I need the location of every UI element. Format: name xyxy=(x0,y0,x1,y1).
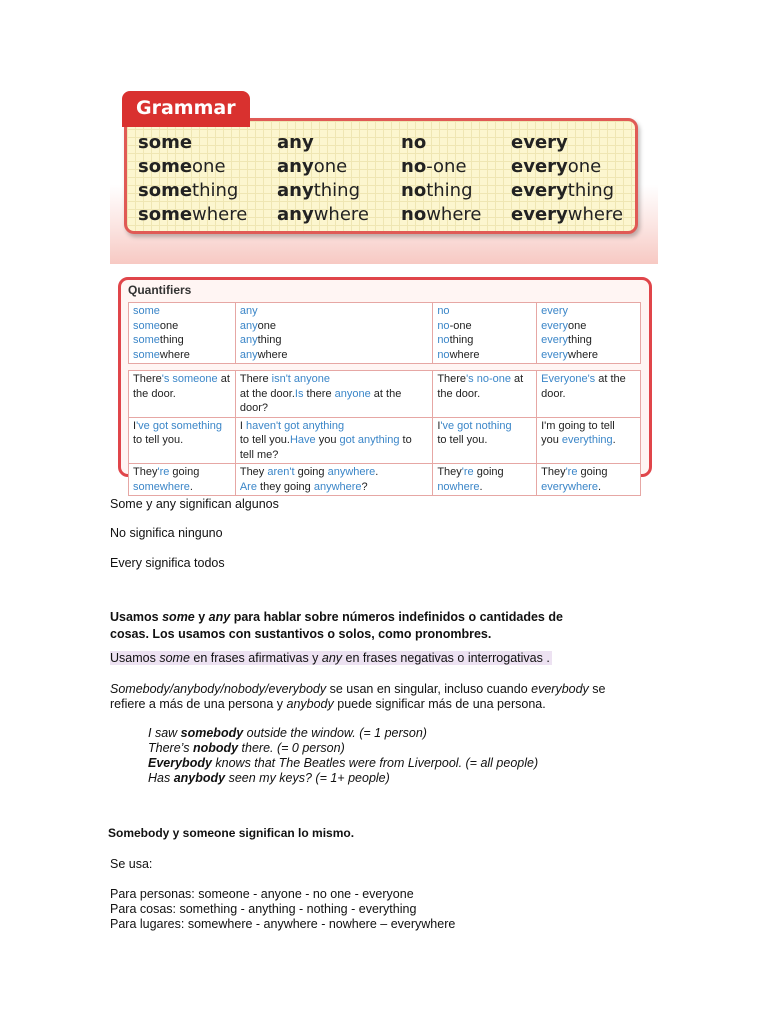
table-cell xyxy=(235,464,432,496)
quantifier-word: no xyxy=(437,305,450,317)
grammar-word: someone xyxy=(138,156,226,177)
example-segment: They xyxy=(133,466,158,478)
example-segment: . xyxy=(375,466,379,478)
example-segment: Are xyxy=(239,480,257,493)
quantifier-word: any xyxy=(239,305,258,317)
table-cell xyxy=(433,303,537,364)
example-segment: 've got something xyxy=(136,419,222,432)
quantifier-word: some xyxy=(133,305,160,317)
bold-paragraph-line2: cosas. Los usamos con sustantivos o solos, como pronombres. xyxy=(110,627,492,641)
grammar-word: anywhere xyxy=(277,204,369,225)
example-segment: aren't xyxy=(267,466,295,478)
grammar-word: any xyxy=(277,132,314,153)
example-segment: to tell you. xyxy=(133,434,184,446)
grammar-word: no xyxy=(401,132,427,153)
grammar-box xyxy=(124,118,638,234)
example-segment: haven't got anything xyxy=(245,419,345,432)
singular-line2: refiere a más de una persona y anybody puede significar más de una persona. xyxy=(110,697,546,711)
table-cell xyxy=(433,464,537,496)
example-segment: there xyxy=(303,387,335,400)
example-segment: got anything xyxy=(339,434,400,446)
grammar-word: something xyxy=(138,180,239,201)
quantifier-word: no-one xyxy=(437,319,472,332)
example-segment: Everyone's xyxy=(541,373,596,385)
grammar-word: anyone xyxy=(277,156,348,177)
example-segment: at the door. xyxy=(239,387,295,400)
quantifier-word: everything xyxy=(541,334,592,346)
se-usa-label: Se usa: xyxy=(110,857,153,871)
grammar-column-every xyxy=(511,131,623,227)
grammar-word: anything xyxy=(277,180,361,201)
example-segment: There xyxy=(133,373,162,385)
example-segment: I xyxy=(133,419,137,432)
example-segment: going xyxy=(169,466,200,478)
example-segment: at the door. xyxy=(133,373,230,400)
table-cell xyxy=(433,417,537,464)
example-segment: 'm going to tell xyxy=(544,419,615,432)
example-segment: anywhere xyxy=(327,466,376,478)
table-cell xyxy=(235,303,432,364)
quantifier-word: anyone xyxy=(239,319,276,332)
example-segment: door. xyxy=(541,387,566,400)
example-segment: going xyxy=(294,466,328,478)
quantifier-word: every xyxy=(541,305,569,317)
example-segment: isn't anyone xyxy=(271,373,331,385)
example-segment: . xyxy=(612,434,616,446)
example-segment: 's someone xyxy=(161,373,218,385)
quantifier-word: everyone xyxy=(541,319,587,332)
table-row xyxy=(129,417,641,464)
example-segment: There xyxy=(239,373,272,385)
example-everybody: Everybody knows that The Beatles were from Liverpool. (= all people) xyxy=(148,756,539,770)
example-segment: anywhere xyxy=(313,480,362,493)
example-segment: to tell you. xyxy=(437,434,488,446)
grammar-word: nothing xyxy=(401,180,473,201)
example-segment: you xyxy=(315,434,340,446)
example-segment: I xyxy=(437,419,441,432)
example-segment: 've got nothing xyxy=(440,419,512,432)
example-somebody: I saw somebody outside the window. (= 1 person) xyxy=(148,726,427,740)
example-segment: they going xyxy=(256,480,314,493)
example-segment: to tell me? xyxy=(239,434,412,461)
grammar-word: everywhere xyxy=(511,204,624,225)
uses-cosas: Para cosas: something - anything - nothing - everything xyxy=(110,902,417,916)
table-cell xyxy=(129,371,236,418)
uses-personas: Para personas: someone - anyone - no one - everyone xyxy=(110,887,414,901)
example-segment: . xyxy=(479,480,483,493)
line-every: Every significa todos xyxy=(110,556,225,570)
quantifier-word: anything xyxy=(239,334,282,346)
table-row xyxy=(129,371,641,418)
table-cell xyxy=(235,371,432,418)
example-segment: going xyxy=(577,466,608,478)
uses-lugares: Para lugares: somewhere - anywhere - nowhere – everywhere xyxy=(110,917,456,931)
grammar-column-no xyxy=(401,131,481,227)
table-cell xyxy=(433,371,537,418)
table-row xyxy=(129,464,641,496)
grammar-word: nowhere xyxy=(401,204,482,225)
example-segment: They xyxy=(239,466,268,478)
quantifiers-words-table xyxy=(128,302,641,364)
table-row xyxy=(129,303,641,364)
example-nobody: There’s nobody there. (= 0 person) xyxy=(148,741,345,755)
quantifier-word: everywhere xyxy=(541,348,598,361)
line-some-any: Some y any significan algunos xyxy=(110,497,279,511)
example-segment: at the door? xyxy=(239,387,402,414)
highlighted-sentence: Usamos some en frases afirmativas y any en frases negativas o interrogativas . xyxy=(110,651,550,665)
example-segment: anyone xyxy=(334,387,371,400)
example-segment: at the xyxy=(595,373,626,385)
example-segment: the door. xyxy=(437,387,481,400)
example-segment: 's no-one xyxy=(466,373,511,385)
quantifier-word: nowhere xyxy=(437,348,480,361)
example-anybody: Has anybody seen my keys? (= 1+ people) xyxy=(148,771,390,785)
quantifier-word: anywhere xyxy=(239,348,288,361)
table-cell xyxy=(129,417,236,464)
table-cell xyxy=(537,371,641,418)
grammar-column-some xyxy=(138,131,247,227)
example-segment: going xyxy=(473,466,504,478)
example-segment: to tell you. xyxy=(239,434,290,446)
grammar-word: no-one xyxy=(401,156,467,177)
example-segment: somewhere xyxy=(133,480,190,493)
example-segment: There xyxy=(437,373,467,385)
example-segment: everywhere xyxy=(541,480,598,493)
example-segment: . xyxy=(597,480,602,493)
quantifier-word: nothing xyxy=(437,334,474,346)
example-segment: They xyxy=(437,466,462,478)
grammar-title: Grammar xyxy=(122,91,250,127)
same-meaning-note: Somebody y someone significan lo mismo. xyxy=(108,826,355,840)
example-segment: They xyxy=(541,466,566,478)
example-segment: 're xyxy=(157,466,170,478)
grammar-word: everyone xyxy=(511,156,602,177)
example-segment: I xyxy=(541,419,545,432)
grammar-column-any xyxy=(277,131,369,227)
table-cell xyxy=(235,417,432,464)
example-segment: 're xyxy=(565,466,578,478)
singular-line1: Somebody/anybody/nobody/everybody se usan en singular, incluso cuando everybody se xyxy=(110,682,606,696)
quantifiers-title: Quantifiers xyxy=(128,283,192,297)
example-segment: 're xyxy=(461,466,474,478)
example-segment: nowhere xyxy=(437,480,480,493)
example-segment: Is xyxy=(294,387,304,400)
grammar-word: somewhere xyxy=(138,204,248,225)
table-cell xyxy=(537,417,641,464)
example-segment: everything xyxy=(561,434,613,446)
table-cell xyxy=(129,464,236,496)
example-segment: . xyxy=(189,480,193,493)
example-segment: I xyxy=(239,419,246,432)
line-no: No significa ninguno xyxy=(110,526,223,540)
grammar-word: some xyxy=(138,132,193,153)
grammar-word: every xyxy=(511,132,568,153)
quantifier-word: something xyxy=(133,334,184,346)
example-segment: ? xyxy=(361,480,368,493)
grammar-word: everything xyxy=(511,180,615,201)
bold-paragraph-line1: Usamos some y any para hablar sobre números indefinidos o cantidades de xyxy=(110,610,563,624)
table-cell xyxy=(129,303,236,364)
example-segment: at xyxy=(510,373,524,385)
example-segment: Have xyxy=(289,434,316,446)
table-cell xyxy=(537,303,641,364)
table-cell xyxy=(537,464,641,496)
example-segment: you xyxy=(541,434,562,446)
quantifiers-examples-table xyxy=(128,370,641,496)
quantifier-word: someone xyxy=(133,319,179,332)
quantifier-word: somewhere xyxy=(133,348,190,361)
